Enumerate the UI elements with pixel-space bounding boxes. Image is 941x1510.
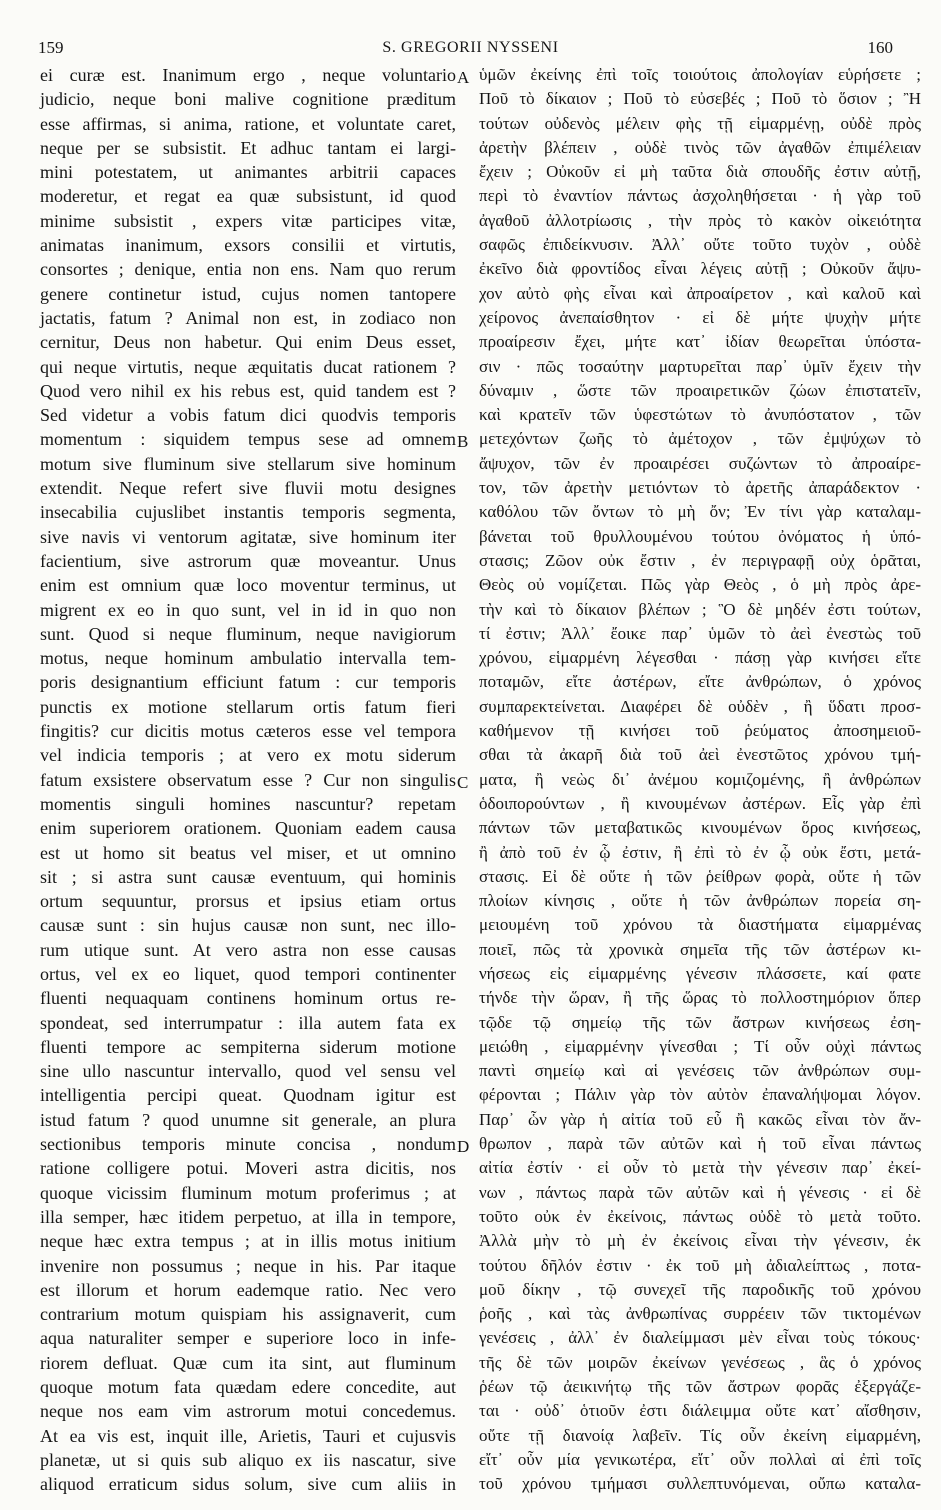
latin-text-line — [40, 136, 456, 160]
greek-text-line — [479, 476, 921, 500]
greek-text-line — [479, 913, 921, 937]
latin-text-line — [40, 549, 456, 573]
margin-marker-c: C — [457, 772, 469, 792]
latin-text-line — [40, 1448, 456, 1472]
greek-line-text: ἔχειν ; Οὐκοῦν εἰ μὴ ταῦτα διὰ σπουδῆς ἐστιν αὐτῇ, — [479, 162, 921, 182]
greek-text-line — [479, 1108, 921, 1132]
latin-text-line — [40, 403, 456, 427]
greek-text-line — [479, 1399, 921, 1423]
latin-text-line — [40, 573, 456, 597]
latin-line-text: ei curæ est. Inanimum ergo , neque voluntario — [40, 65, 456, 85]
latin-line-text: Sed videtur a vobis fatum dici quodvis temporis — [40, 405, 456, 426]
greek-text-line — [457, 768, 921, 792]
latin-line-text: motum sive fluminum sive stellarum sive hominum — [40, 453, 456, 474]
latin-text-line — [40, 63, 456, 87]
greek-text-line — [479, 646, 921, 670]
greek-text-line — [479, 962, 921, 986]
greek-text-line — [479, 1326, 921, 1350]
greek-text-line — [479, 1351, 921, 1375]
running-title: S. GREGORII NYSSENI — [382, 39, 559, 56]
greek-line-text: ἀγαθοῦ ἀλλοτρίωσις , τὴν πρὸς τὸ κακὸν οἰκειότητα — [479, 210, 921, 230]
latin-text-line — [40, 306, 456, 330]
greek-text-line — [479, 1205, 921, 1229]
latin-line-text: animatas inanimum, exsors consilii et virtutis, — [40, 235, 456, 256]
latin-line-text: judicio, neque boni malive cognitione præditum — [40, 89, 456, 110]
greek-text-line — [479, 1448, 921, 1472]
latin-text-line — [40, 743, 456, 767]
latin-line-text: causæ sunt : sin hujus causæ non sunt, nec illo- — [40, 915, 456, 936]
greek-text-line — [479, 1035, 921, 1059]
greek-line-text: συμπαρεκτείνεται. Διαφέρει δὲ οὐδὲν , ἢ ὕδατι προσ- — [479, 696, 921, 716]
latin-line-text: invenire non possumus ; neque in his. Par itaque — [40, 1255, 456, 1276]
greek-line-text: ἀρετὴν βλέπειν , οὐδὲ τινὸς τῶν ἀγαθῶν ἐπιμέλειαν — [479, 137, 921, 157]
greek-line-text: ῥοῆς , καὶ τὰς ἀνθρωπίνας συρρέειν τῶν τικτομένων — [479, 1304, 921, 1324]
latin-text-line — [40, 1472, 456, 1496]
margin-marker-b: B — [457, 432, 469, 452]
latin-line-text: neque per se subsistit. Et adhuc tantam ei largi- — [40, 137, 456, 158]
greek-line-text: στασις; Ζῶον οὐκ ἔστιν , ἐν περιγραφῇ οὐχ ὁρᾶται, — [479, 550, 921, 570]
greek-text-line — [479, 1472, 921, 1496]
greek-text-line — [479, 598, 921, 622]
latin-text-line — [40, 792, 456, 816]
latin-line-text: fluenti tempore ac sempiterna siderum motione — [40, 1036, 456, 1057]
greek-line-text: πλοίων κίνησις , οὔτε ἡ τῶν ἀνθρώπων πορεία ση- — [479, 891, 921, 911]
greek-line-text: ὑμῶν ἐκείνης ἐπὶ τοῖς τοιούτοις ἀπολογίαν εὑρήσετε ; — [479, 65, 921, 84]
latin-text-line — [40, 112, 456, 136]
greek-line-text: τοῦτο οὐκ ἐν ἐκείνοις, πάντως οὐδὲ τὸ μετὰ τοῦτο. — [479, 1206, 921, 1226]
latin-text-line — [40, 1424, 456, 1448]
latin-text-line — [40, 184, 456, 208]
greek-text-line — [479, 1302, 921, 1326]
latin-text-line — [40, 986, 456, 1010]
latin-line-text: momentis singuli homines nascuntur? repetam — [40, 793, 456, 814]
latin-text-line — [40, 1399, 456, 1423]
latin-text-line — [40, 695, 456, 719]
latin-line-text: cernitur, Deus non habetur. Qui enim Deus esset, — [40, 332, 456, 353]
greek-line-text: προαίρεσιν ἔχει, μήτε κατ᾽ ἰδίαν θεωρεῖται ὑπόστα- — [479, 332, 921, 352]
greek-text-line — [479, 743, 921, 767]
latin-text-line — [40, 1083, 456, 1107]
greek-line-text: νήσεως εἰς εἱμαρμένης γένεσιν πλάσσετε, καί φατε — [479, 963, 921, 983]
latin-text-line — [40, 938, 456, 962]
greek-line-text: μετεχόντων ζωῆς τὸ ἀμέτοχον , τῶν ἐμψύχων τὸ — [479, 429, 921, 449]
latin-text-line — [40, 1375, 456, 1399]
greek-line-text: θρωπον , παρὰ τῶν αὐτῶν καὶ ἡ τοῦ εἶναι πάντως — [479, 1134, 921, 1154]
latin-text-line — [40, 1278, 456, 1302]
latin-line-text: migrent ex eo in quo sunt, vel in id in quo non — [40, 599, 456, 620]
greek-text-line — [479, 719, 921, 743]
greek-text-line — [479, 1254, 921, 1278]
greek-line-text: Ἀλλὰ μὴν τὸ μὴ ἐν ἐκείνοις εἶναι τὴν γένεσιν, ἐκ — [479, 1231, 921, 1251]
greek-line-text: τῷδε τῷ σημείῳ τῆς τῶν ἄστρων κινήσεως ἐση- — [479, 1012, 921, 1032]
greek-text-line — [457, 427, 921, 452]
latin-line-text: poris designantium efficiunt fatum : cur temporis — [40, 672, 456, 693]
greek-line-text: ἄψυχον, τῶν ἐν προαιρέσει συζώντων τὸ ἀπροαίρε- — [479, 453, 921, 473]
latin-text-line — [40, 816, 456, 840]
latin-text-line — [40, 1108, 456, 1132]
latin-text-line — [40, 282, 456, 306]
latin-line-text: sectionibus temporis minute concisa , nondum — [40, 1134, 456, 1155]
latin-line-text: est illorum et horum eademque ratio. Nec vero — [40, 1279, 456, 1300]
latin-text-line — [40, 670, 456, 694]
latin-line-text: illa semper, hæc itidem perpetuo, at illa in tempore, — [40, 1206, 456, 1227]
greek-text-line — [479, 1181, 921, 1205]
greek-text-line — [479, 184, 921, 208]
latin-line-text: planetæ, ut si quis sub aliquo ex iis nascatur, sive — [40, 1449, 456, 1470]
greek-line-text: στασις. Εἰ δὲ οὔτε ἡ τῶν ῥείθρων φορὰ, οὔτε ἡ τῶν — [479, 866, 921, 886]
greek-line-text: Ποῦ τὸ δίκαιον ; Ποῦ τὸ εὐσεβές ; Ποῦ τὸ ὅσιον ; Ἢ — [479, 89, 921, 109]
greek-line-text: σιν · πῶς τοσαύτην μαρτυρεῖται παρ᾽ ὑμῖν ἔχειν τὴν — [479, 356, 921, 376]
latin-line-text: aqua naturaliter semper e superiore loco in infe- — [40, 1328, 456, 1349]
greek-text-line — [479, 355, 921, 379]
greek-text-line — [457, 63, 921, 87]
greek-line-text: τον, τῶν ἀρετὴν μετιόντων τὸ ἀρετῆς ἀπαράδεκτον · — [479, 478, 921, 498]
latin-line-text: ortum sequuntur, prorsus et ipsius etiam ortus — [40, 891, 456, 912]
greek-line-text: τοῦ χρόνου τμήμασι συλλεπτυνόμεναι, οὔπω καταλα- — [479, 1474, 921, 1494]
latin-text-line — [40, 962, 456, 986]
latin-line-text: fatum exsistere observatum esse ? Cur non singulis — [40, 769, 456, 790]
greek-line-text: ἐκεῖνο διὰ φροντίδος εἶναι λέγεις αὐτῇ ; Οὐκοῦν ἄψυ- — [479, 259, 921, 279]
greek-text-line — [479, 1083, 921, 1107]
greek-text-line — [479, 1278, 921, 1302]
latin-line-text: quoque vicissim fluminum motum proferimus ; at — [40, 1182, 456, 1203]
latin-line-text: At ea vis est, inquit ille, Arietis, Tauri et cujusvis — [40, 1425, 456, 1446]
latin-line-text: contrarium motum quispiam his assignaverit, cum — [40, 1304, 456, 1325]
greek-line-text: χον αὐτὸ φὴς εἶναι καὶ ἀπροαίρετον , καὶ καλοῦ καὶ — [479, 283, 921, 303]
latin-line-text: neque hæc extra tempus ; at in illis motus initium — [40, 1231, 456, 1252]
greek-line-text: τήνδε τὴν ὥραν, ἢ τῆς ὥρας τὸ πολλοστημόριον ὅπερ — [479, 988, 921, 1008]
latin-line-text: ortus, vel ex eo liquet, quod tempori continenter — [40, 963, 456, 984]
latin-line-text: rum utique sunt. At vero astra non esse causas — [40, 939, 456, 960]
latin-text-line — [40, 768, 456, 792]
greek-column — [457, 63, 921, 1497]
latin-line-text: fluenti nequaquam continens hominum ortus re- — [40, 988, 456, 1009]
greek-text-line — [479, 986, 921, 1010]
greek-text-line — [479, 500, 921, 524]
latin-text-line — [40, 1132, 456, 1156]
greek-line-text: εἴτ᾽ οὖν μία γενικωτέρα, εἴτ᾽ οὖν πολλαὶ αἱ ἐπὶ τοῖς — [479, 1449, 921, 1469]
greek-text-line — [479, 695, 921, 719]
latin-text-line — [40, 841, 456, 865]
latin-line-text: insecabilia cujuslibet instantis temporis segmenta, — [40, 502, 456, 523]
greek-line-text: χρόνου, εἱμαρμένη λέγεσθαι · πάσῃ γὰρ κινήσει εἴτε — [479, 648, 921, 668]
greek-line-text: ἢ ἀπὸ τοῦ ἐν ᾧ ἐστιν, ἢ ἐπὶ τὸ ἐν ᾧ οὐκ ἔστι, μετά- — [479, 842, 921, 862]
latin-line-text: ratione colligere potui. Moveri astra dicitis, nos — [40, 1158, 456, 1179]
latin-text-line — [40, 1011, 456, 1035]
latin-text-line — [40, 719, 456, 743]
greek-line-text: ται · οὐδ᾽ ὁτιοῦν ἐστι διάλειμμα οὔτε κατ᾽ αἴσθησιν, — [479, 1401, 921, 1421]
latin-text-line — [40, 1156, 456, 1180]
latin-line-text: facientium, sive astrorum quæ moveantur. Unus — [40, 550, 456, 571]
greek-line-text: τῆς δὲ τῶν μοιρῶν ἐκείνων γενέσεως , ἃς ὁ χρόνος — [479, 1352, 921, 1372]
latin-line-text: genere continetur istud, cujus nomen tantopere — [40, 283, 456, 304]
greek-line-text: παντὶ σημείῳ καὶ αἱ γενέσεις τῶν ἀνθρώπων συμ- — [479, 1061, 921, 1081]
latin-text-line — [40, 1229, 456, 1253]
greek-line-text: γενέσεις , ἀλλ᾽ ἐν διαλείμμασι μὲν εἶναι τοὺς τόκους· — [479, 1328, 921, 1348]
greek-text-line — [479, 282, 921, 306]
greek-line-text: τούτων οὐδενὸς μέλειν φὴς τῇ εἱμαρμένῃ, οὐδὲ πρὸς — [479, 113, 921, 133]
greek-text-line — [457, 1132, 921, 1157]
greek-line-text: μειώθη , εἱμαρμένην γίνεσθαι ; Τί οὖν οὐχὶ πάντως — [479, 1036, 921, 1056]
latin-text-line — [40, 646, 456, 670]
greek-text-line — [479, 136, 921, 160]
latin-line-text: motus, neque hominum ambulatio intervalla tem- — [40, 648, 456, 669]
greek-text-line — [479, 549, 921, 573]
greek-text-line — [479, 670, 921, 694]
latin-text-line — [40, 865, 456, 889]
greek-line-text: οὔτε τῇ διανοίᾳ λαβεῖν. Τίς οὖν ἐκείνη εἱμαρμένη, — [479, 1425, 921, 1445]
latin-line-text: jactatis, fatum ? Animal non est, in zodiaco non — [40, 307, 456, 328]
greek-text-line — [479, 112, 921, 136]
page-number-right: 160 — [867, 38, 893, 57]
greek-text-line — [479, 379, 921, 403]
greek-line-text: σαφῶς ἐπιδείκνυσιν. Ἀλλ᾽ οὔτε τοῦτο τυχὸν , οὐδὲ — [479, 235, 921, 255]
latin-line-text: istud fatum ? quod unumne sit generale, an plura — [40, 1109, 456, 1130]
latin-text-line — [40, 330, 456, 354]
greek-text-line — [479, 1059, 921, 1083]
latin-line-text: sunt. Quod si neque fluminum, neque navigiorum — [40, 623, 456, 644]
latin-line-text: enim est omnium quæ loco moventur terminus, ut — [40, 575, 456, 596]
greek-line-text: ῥέων τῷ ἀεικινήτῳ τῆς τῶν ἄστρων φορᾶς ἐξεργάζε- — [479, 1377, 921, 1397]
greek-text-line — [479, 573, 921, 597]
greek-text-line — [479, 209, 921, 233]
latin-text-line — [40, 427, 456, 451]
latin-text-line — [40, 889, 456, 913]
greek-text-line — [479, 306, 921, 330]
greek-text-line — [479, 1375, 921, 1399]
greek-line-text: χείρονος ἀνεπαίσθητον · εἰ δὲ μήτε ψυχὴν μήτε — [479, 307, 921, 327]
greek-text-line — [479, 87, 921, 111]
latin-text-line — [40, 598, 456, 622]
greek-text-line — [479, 160, 921, 184]
latin-line-text: minime subsistit , expers vitæ participes vitæ, — [40, 210, 456, 231]
latin-line-text: intelligentia percipi queat. Quodnam igitur est — [40, 1085, 456, 1106]
latin-text-line — [40, 1181, 456, 1205]
greek-text-line — [479, 938, 921, 962]
page-number-left: 159 — [38, 38, 64, 57]
greek-line-text: ματα, ἢ νεὼς δι᾽ ἀνέμου κομιζομένης, ἢ ἀνθρώπων — [479, 769, 921, 789]
greek-text-line — [479, 1229, 921, 1253]
latin-text-line — [40, 525, 456, 549]
latin-text-line — [40, 1326, 456, 1350]
greek-text-line — [479, 622, 921, 646]
latin-line-text: neque nos eam vim astrorum motui concedemus. — [40, 1401, 456, 1422]
greek-line-text: καθόλου τῶν ὄντων τὸ μὴ ὄν; Ἐν τίνι γὰρ καταλαμ- — [479, 502, 921, 522]
latin-text-line — [40, 87, 456, 111]
latin-line-text: enim superiorem orationem. Quoniam eadem causa — [40, 818, 456, 839]
greek-line-text: τὴν καὶ τὸ δίκαιον βλέπων ; Ὃ δὲ μηδέν ἐστι τούτων, — [479, 599, 921, 619]
greek-text-line — [479, 1011, 921, 1035]
latin-text-line — [40, 233, 456, 257]
greek-text-line — [479, 1424, 921, 1448]
greek-text-line — [479, 841, 921, 865]
latin-line-text: mini potestatem, ut animantes arbitrii capaces — [40, 162, 456, 183]
greek-text-line — [479, 865, 921, 889]
greek-line-text: σθαι τὰ ἀκαρῆ διὰ τοῦ ἀεὶ ἐνεστῶτος χρόνου τμή- — [479, 745, 921, 765]
latin-line-text: punctis ex motione stellarum ortis fatum fieri — [40, 696, 456, 717]
greek-line-text: νων , πάντως παρὰ τῶν αὐτῶν καὶ ἡ γένεσις · εἰ δὲ — [479, 1182, 921, 1202]
margin-marker-d: D — [457, 1137, 470, 1157]
greek-line-text: μοῦ δίκην , τῷ συνεχεῖ τῆς παροδικῆς τοῦ χρόνου — [479, 1279, 921, 1299]
latin-text-line — [40, 1351, 456, 1375]
greek-line-text: φέρονται ; Πάλιν γὰρ τὸν αὐτὸν ἐπαναλήψομαι λόγον. — [479, 1085, 921, 1105]
latin-line-text: sive navis vi ventorum agitatæ, sive hominum iter — [40, 526, 456, 547]
greek-line-text: Θεὸς οὐ νομίζεται. Πῶς γὰρ Θεὸς , ὁ μὴ πρὸς ἀρε- — [479, 575, 921, 595]
greek-line-text: αἰτία ἐστίν · εἰ οὖν τὸ μετὰ τὴν γένεσιν παρ᾽ ἐκεί- — [479, 1158, 921, 1178]
latin-text-line — [40, 1302, 456, 1326]
latin-line-text: vel indicia temporis ; at vero ex motu siderum — [40, 745, 456, 766]
latin-text-line — [40, 1035, 456, 1059]
latin-text-line — [40, 500, 456, 524]
greek-line-text: πάντων τῶν μεταβατικῶς κινουμένων ὅρος κινήσεως, — [479, 818, 921, 838]
latin-column — [40, 63, 456, 1497]
latin-text-line — [40, 379, 456, 403]
greek-text-line — [479, 257, 921, 281]
greek-line-text: ὁδοιπορούντων , ἢ κινουμένων ἀστέρων. Εἷς γὰρ ἐπὶ — [479, 793, 921, 813]
latin-line-text: qui neque virtutis, neque æquitatis ducat rationem ? — [40, 356, 456, 377]
greek-line-text: βάνεται τοῦ θρυλλουμένου τούτου ὀνόματος ἡ ὑπό- — [479, 526, 921, 546]
latin-line-text: riorem defluat. Quæ cum ita sint, aut fluminum — [40, 1352, 456, 1373]
latin-line-text: fingitis? cur dicitis motus cæteros esse vel tempora — [40, 721, 456, 742]
greek-line-text: περὶ τὸ ἐναντίον πάντως ἀσχοληθήσεται · ἡ γὰρ τοῦ — [479, 186, 921, 206]
latin-line-text: momentum : siquidem tempus sese ad omnem — [40, 429, 456, 450]
latin-line-text: est ut homo sit beatus vel miser, et ut omnino — [40, 842, 456, 863]
latin-text-line — [40, 209, 456, 233]
margin-marker-a: A — [457, 68, 470, 87]
latin-text-line — [40, 476, 456, 500]
greek-text-line — [479, 792, 921, 816]
greek-line-text: τί ἐστιν; Ἀλλ᾽ ἔοικε παρ᾽ ὑμῶν τὸ ἀεὶ ἐνεστὼς τοῦ — [479, 623, 921, 643]
latin-line-text: esse affirmas, si anima, ratione, et voluntate caret, — [40, 113, 456, 134]
greek-line-text: δύναμιν , ὥστε τῶν προαιρετικῶν ζώων ἐπιστατεῖν, — [479, 380, 921, 400]
greek-line-text: τούτου δῆλόν ἐστιν · ἐκ τοῦ μὴ ἀδιαλείπτως , ποτα- — [479, 1255, 921, 1275]
latin-line-text: aliquod erraticum sidus solum, sive cum aliis in — [40, 1474, 456, 1495]
latin-text-line — [40, 452, 456, 476]
greek-text-line — [479, 330, 921, 354]
latin-line-text: extendit. Neque refert sive fluvii motu designes — [40, 478, 456, 499]
latin-text-line — [40, 1059, 456, 1083]
latin-text-line — [40, 1205, 456, 1229]
latin-text-line — [40, 622, 456, 646]
greek-text-line — [479, 452, 921, 476]
greek-text-line — [479, 816, 921, 840]
greek-text-line — [479, 403, 921, 427]
latin-text-line — [40, 913, 456, 937]
latin-line-text: consortes ; denique, entia non ens. Nam quo rerum — [40, 259, 456, 280]
latin-line-text: spondeat, sed interrumpatur : illa autem fata ex — [40, 1012, 456, 1033]
greek-text-line — [479, 233, 921, 257]
greek-line-text: ποιεῖ, πῶς τὰ χρονικὰ σημεῖα τῆς τῶν ἀστέρων κι- — [479, 939, 921, 959]
latin-text-line — [40, 257, 456, 281]
latin-line-text: Quod vero nihil ex his rebus est, quid tandem est ? — [40, 380, 456, 401]
latin-line-text: quoque motum fata quædam edere concedite, aut — [40, 1377, 456, 1398]
greek-text-line — [479, 889, 921, 913]
latin-line-text: moderetur, et regat ea quæ subsistunt, id quod — [40, 186, 456, 207]
latin-text-line — [40, 355, 456, 379]
latin-text-line — [40, 1254, 456, 1278]
greek-line-text: καθήμενον τῇ κινήσει τοῦ ῥεύματος ἀποσημειοῦ- — [479, 721, 921, 741]
greek-line-text: καὶ κρατεῖν τῶν ὑφεστώτων τὸ ἀνυπόστατον , τῶν — [479, 405, 921, 425]
latin-line-text: sit ; si astra sunt causæ eventuum, qui hominis — [40, 866, 456, 887]
latin-text-line — [40, 160, 456, 184]
greek-text-line — [479, 1156, 921, 1180]
greek-line-text: ποταμῶν, εἴτε ἀστέρων, εἴτε ἀνθρώπων, ὁ χρόνος — [479, 672, 921, 692]
greek-line-text: Παρ᾽ ὧν γὰρ ἡ αἰτία τοῦ εὖ ἢ κακῶς εἶναι τὸν ἄν- — [479, 1109, 921, 1129]
greek-text-line — [479, 525, 921, 549]
latin-line-text: sine ullo nascuntur intervallo, quod vel sensu vel — [40, 1061, 456, 1082]
greek-line-text: μειουμένη τοῦ χρόνου τὰ διαστήματα εἱμαρμένας — [479, 915, 921, 935]
